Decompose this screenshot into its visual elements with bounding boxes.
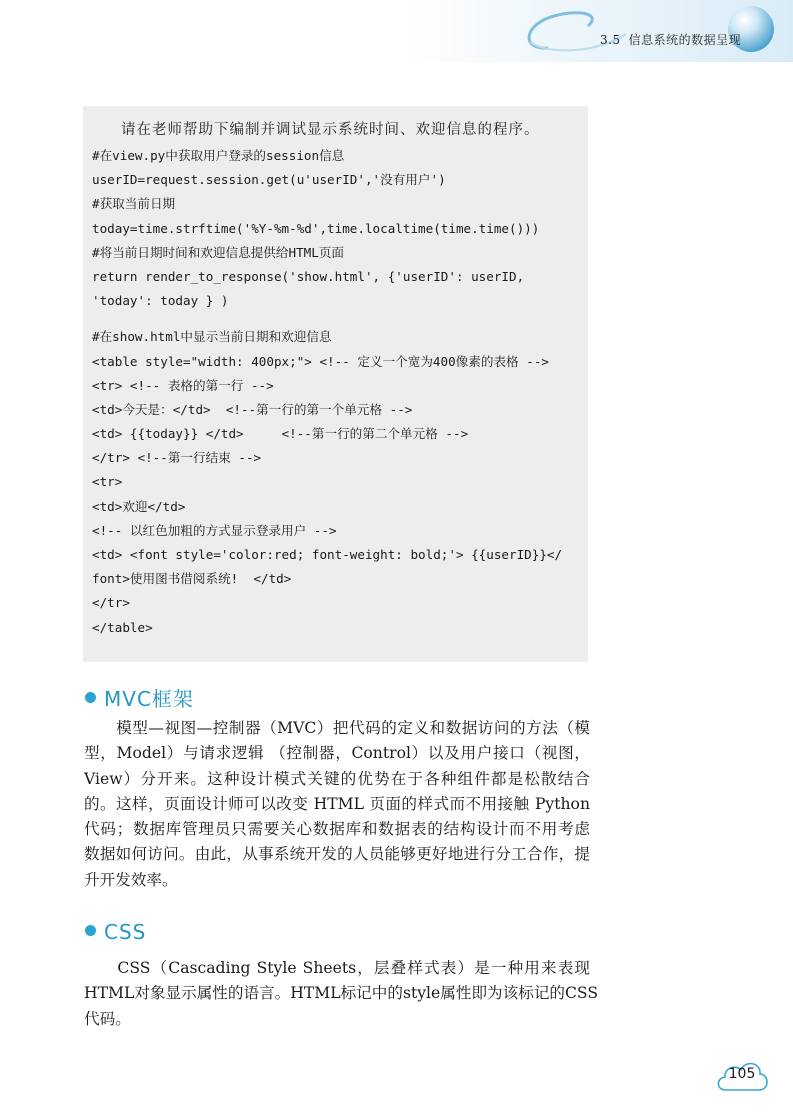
code-intro: 请在老师帮助下编制并调试显示系统时间、欢迎信息的程序。 bbox=[121, 122, 540, 138]
code-line: #将当前日期时间和欢迎信息提供给HTML页面 bbox=[92, 244, 345, 260]
code-line: <table style="width: 400px;"> <!-- 定义一个宽为400像素的表格 --> bbox=[92, 353, 549, 369]
paragraph-line: 型，Model）与请求逻辑 （控制器，Control）以及用户接口（视图， bbox=[84, 744, 591, 763]
running-header bbox=[600, 31, 741, 48]
paragraph-line: 代码。 bbox=[84, 1009, 131, 1028]
code-line: today=time.strftime('%Y-%m-%d',time.localtime(time.time())) bbox=[92, 220, 540, 236]
code-line: userID=request.session.get(u'userID','没有用户') bbox=[92, 172, 446, 188]
code-line: </tr> bbox=[92, 595, 130, 611]
paragraph-line: CSS（Cascading Style Sheets，层叠样式表）是一种用来表现 bbox=[84, 959, 590, 977]
code-line: </table> bbox=[92, 619, 153, 635]
paragraph-line: 升开发效率。 bbox=[84, 870, 178, 889]
code-line: <td>欢迎</td> bbox=[92, 498, 186, 514]
page-number: 105 bbox=[728, 1066, 756, 1082]
mvc-heading-text: MVC框架 bbox=[104, 687, 194, 711]
paragraph-line: View）分开来。这种设计模式关键的优势在于各种组件都是松散结合 bbox=[84, 769, 590, 788]
paragraph-line: 模型—视图—控制器（MVC）把代码的定义和数据访问的方法（模 bbox=[84, 719, 590, 737]
code-line: font>使用图书借阅系统! </td> bbox=[92, 571, 292, 587]
paragraph-line: HTML对象显示属性的语言。HTML标记中的style属性即为该标记的CSS bbox=[84, 984, 599, 1003]
section-title: 信息系统的数据呈现 bbox=[628, 33, 742, 47]
code-example-box bbox=[83, 106, 588, 662]
code-line: <tr> <!-- 表格的第一行 --> bbox=[92, 377, 274, 393]
code-line: #在show.html中显示当前日期和欢迎信息 bbox=[92, 329, 332, 345]
code-listing bbox=[92, 144, 562, 640]
paragraph-line: 数据如何访问。由此，从事系统开发的人员能够更好地进行分工合作，提 bbox=[84, 845, 590, 864]
code-line: </tr> <!--第一行结束 --> bbox=[92, 450, 262, 466]
code-line bbox=[92, 313, 562, 325]
css-paragraph bbox=[84, 956, 599, 1032]
bullet-dot-icon bbox=[85, 925, 96, 936]
css-heading-text: CSS bbox=[104, 920, 147, 944]
code-line: <tr> bbox=[92, 474, 123, 490]
code-line: <td> {{today}} </td> <!--第一行的第二个单元格 --> bbox=[92, 426, 469, 442]
paragraph-line: 代码；数据库管理员只需要关心数据库和数据表的结构设计而不用考虑 bbox=[84, 820, 590, 839]
mvc-paragraph bbox=[84, 716, 590, 893]
code-line: 'today': today } ) bbox=[92, 293, 229, 309]
code-line: #在view.py中获取用户登录的session信息 bbox=[92, 148, 345, 163]
code-line: <!-- 以红色加粗的方式显示登录用户 --> bbox=[92, 522, 337, 538]
code-line: <td>今天是：</td> <!--第一行的第一个单元格 --> bbox=[92, 401, 413, 417]
section-heading-css bbox=[85, 920, 146, 944]
code-line: return render_to_response('show.html', {'userID': userID, bbox=[92, 268, 525, 284]
section-number: 3.5 bbox=[600, 33, 621, 47]
paragraph-line: 的。这样，页面设计师可以改变 HTML 页面的样式而不用接触 Python bbox=[84, 794, 590, 813]
section-heading-mvc bbox=[85, 683, 194, 712]
code-line: <td> <font style='color:red; font-weight: bold;'> {{userID}}</ bbox=[92, 547, 563, 562]
code-line: #获取当前日期 bbox=[92, 196, 176, 212]
bullet-dot-icon bbox=[85, 692, 96, 703]
